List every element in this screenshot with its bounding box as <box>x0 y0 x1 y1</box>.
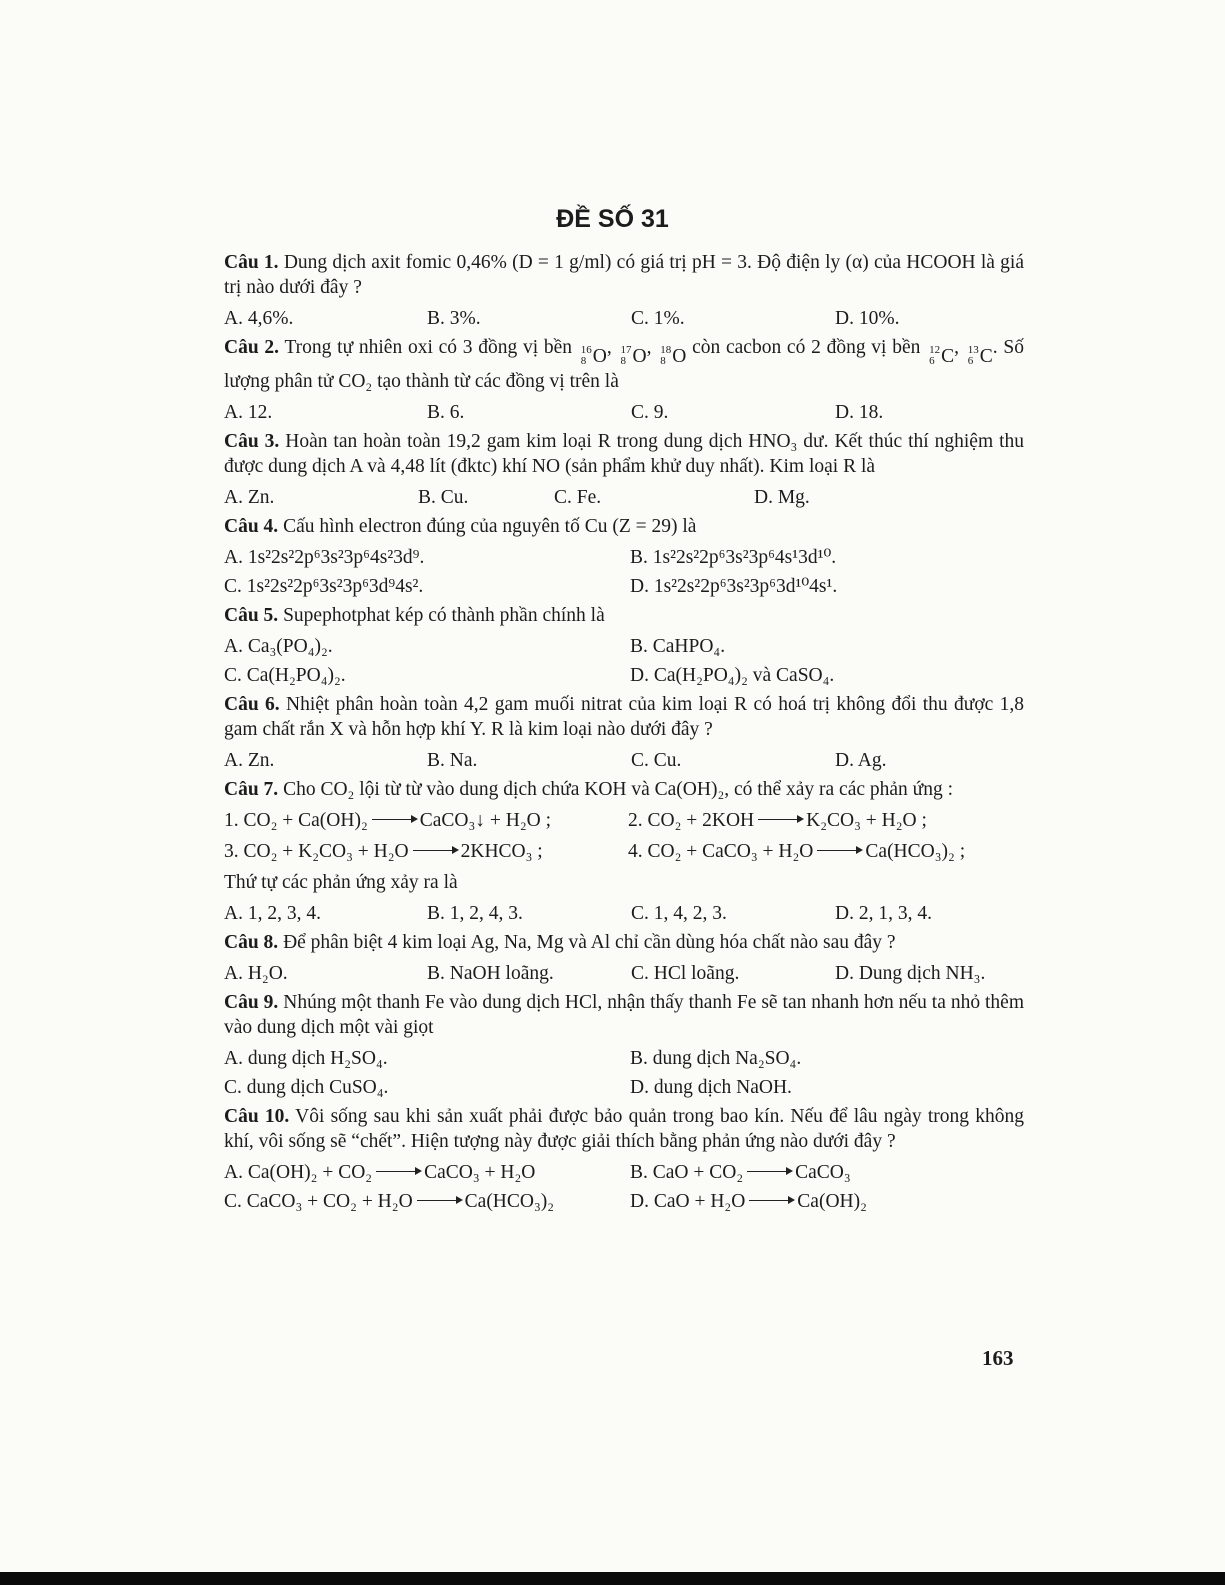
reaction-list <box>224 839 1024 864</box>
option-c[interactable]: C. Ca(H₂PO₄)₂. <box>224 664 346 686</box>
question-text: Nhúng một thanh Fe vào dung dịch HCl, nhận thấy thanh Fe sẽ tan nhanh hơn nếu ta nhỏ thêm vào dung dịch một vài giọt <box>224 991 1025 1038</box>
option-a[interactable]: A. 4,6%. <box>224 308 294 329</box>
options <box>224 961 1024 986</box>
option-d[interactable]: D. dung dịch NaOH. <box>630 1076 792 1098</box>
question-1 <box>224 250 1024 331</box>
option-c[interactable]: C. 9. <box>631 401 669 423</box>
order-text: Thứ tự các phản ứng xảy ra là <box>224 871 458 893</box>
options <box>224 400 1024 425</box>
option-b[interactable]: B. 1s²2s²2p⁶3s²3p⁶4s¹3d¹⁰. <box>630 546 837 568</box>
question-label: Câu 4. <box>224 515 279 537</box>
option-b[interactable]: B. Cu. <box>418 486 469 508</box>
options <box>224 485 1024 510</box>
option-b[interactable]: B. CaHPO₄. <box>630 635 726 657</box>
options <box>224 748 1024 773</box>
scan-border <box>0 1572 1225 1585</box>
isotope-c12: 12 6 C <box>929 344 955 367</box>
option-c[interactable]: C. CaCO₃ + CO₂ + H₂O Ca(HCO₃)₂ <box>224 1190 555 1212</box>
question-6 <box>224 692 1024 773</box>
question-label: Câu 8. <box>224 931 279 953</box>
question-label: Câu 1. <box>224 252 279 273</box>
option-d[interactable]: D. 18. <box>835 401 884 423</box>
option-a[interactable]: A. Zn. <box>224 486 275 508</box>
question-text: Supephotphat kép có thành phần chính là <box>283 604 605 626</box>
option-c[interactable]: C. 1%. <box>631 308 685 329</box>
arrow-icon <box>749 1200 793 1201</box>
option-a[interactable]: A. 1s²2s²2p⁶3s²3p⁶4s²3d⁹. <box>224 546 425 568</box>
question-label: Câu 2. <box>224 337 280 358</box>
question-text: Trong tự nhiên oxi có 3 đồng vị bền <box>284 337 573 358</box>
question-text: Dung dịch axit fomic 0,46% (D = 1 g/ml) có giá trị pH = 3. Độ điện ly (α) của HCOOH là giá trị nào dưới đây ? <box>224 252 1025 298</box>
question-label: Câu 7. <box>224 778 279 800</box>
question-8 <box>224 930 1024 986</box>
question-label: Câu 5. <box>224 604 279 626</box>
question-10 <box>224 1104 1024 1214</box>
reaction-2: 2. CO₂ + 2KOH K₂CO₃ + H₂O ; <box>628 809 927 831</box>
isotope-c13: 13 6 C <box>967 344 993 367</box>
option-a[interactable]: A. 12. <box>224 401 273 423</box>
question-text: Cho CO₂ lội từ từ vào dung dịch chứa KOH và Ca(OH)₂, có thể xảy ra các phản ứng : <box>283 778 954 800</box>
question-7 <box>224 777 1024 926</box>
question-text-cont: còn cacbon có 2 đồng vị bền <box>692 337 921 358</box>
option-d[interactable]: D. 10%. <box>835 308 900 329</box>
question-5 <box>224 603 1024 688</box>
page-number: 163 <box>982 1346 1014 1370</box>
options <box>224 634 1024 688</box>
reaction-list <box>224 808 1024 833</box>
option-b[interactable]: B. 6. <box>427 401 465 423</box>
option-b[interactable]: B. 1, 2, 4, 3. <box>427 902 523 924</box>
arrow-icon <box>417 1200 461 1201</box>
option-b[interactable]: B. CaO + CO₂ CaCO₃ <box>630 1161 851 1183</box>
question-label: Câu 3. <box>224 430 280 452</box>
question-label: Câu 9. <box>224 991 279 1013</box>
option-d[interactable]: D. CaO + H₂O Ca(OH)₂ <box>630 1190 867 1212</box>
option-d[interactable]: D. 2, 1, 3, 4. <box>835 902 932 924</box>
isotope-o17: 17 8 O <box>620 344 647 367</box>
option-c[interactable]: C. dung dịch CuSO₄. <box>224 1076 389 1098</box>
question-2: Câu 2. Trong tự nhiên oxi có 3 đồng vị bền 16 8 O , 17 8 O , 18 8 O còn cacbon có 2 đồng vị bền 12 6 C , 13 6 C . Số lượng phân tử CO₂ tạo thành từ các đồng vị trên là A. 12. B. 6. C. 9. D. 18. <box>224 337 1025 423</box>
arrow-icon <box>413 850 457 851</box>
arrow-icon <box>758 819 802 820</box>
question-text-end: Số lượng phân tử CO₂ tạo thành từ các đồng vị trên là <box>224 337 1025 392</box>
arrow-icon <box>747 1171 791 1172</box>
option-b[interactable]: B. dung dịch Na₂SO₄. <box>630 1047 802 1069</box>
option-c[interactable]: C. HCl loãng. <box>631 962 740 984</box>
option-c[interactable]: C. Cu. <box>631 749 682 771</box>
option-d[interactable]: D. Dung dịch NH₃. <box>835 962 986 984</box>
question-4 <box>224 514 1024 599</box>
option-c[interactable]: C. 1s²2s²2p⁶3s²3p⁶3d⁹4s². <box>224 575 424 597</box>
option-d[interactable]: D. 1s²2s²2p⁶3s²3p⁶3d¹⁰4s¹. <box>630 575 838 597</box>
option-d[interactable]: D. Mg. <box>754 486 810 508</box>
option-c[interactable]: C. Fe. <box>554 486 602 508</box>
option-b[interactable]: B. Na. <box>427 749 478 771</box>
option-a[interactable]: A. H₂O. <box>224 962 288 984</box>
reaction-3: 3. CO₂ + K₂CO₃ + H₂O 2KHCO₃ ; <box>224 840 543 862</box>
isotope-o16: 16 8 O <box>580 344 607 367</box>
question-text: Hoàn tan hoàn toàn 19,2 gam kim loại R trong dung dịch HNO₃ dư. Kết thúc thí nghiệm thu được dung dịch A và 4,48 lít (đktc) khí NO (sản phẩm khử duy nhất). Kim loại R là <box>224 430 1025 477</box>
question-list <box>224 250 1024 1218</box>
option-d[interactable]: D. Ca(H₂PO₄)₂ và CaSO₄. <box>630 664 835 686</box>
option-a[interactable]: A. 1, 2, 3, 4. <box>224 902 321 924</box>
options <box>224 1046 1024 1100</box>
option-a[interactable]: A. Zn. <box>224 749 275 771</box>
question-text: Vôi sống sau khi sản xuất phải được bảo quản trong bao kín. Nếu để lâu ngày trong không khí, vôi sống sẽ “chết”. Hiện tượng này được giải thích bằng phản ứng nào dưới đây ? <box>224 1105 1024 1152</box>
question-label: Câu 6. <box>224 693 280 715</box>
isotope-o18: 18 8 O <box>660 344 687 367</box>
arrow-icon <box>376 1171 420 1172</box>
option-c[interactable]: C. 1, 4, 2, 3. <box>631 902 727 924</box>
question-text: Để phân biệt 4 kim loại Ag, Na, Mg và Al chỉ cần dùng hóa chất nào sau đây ? <box>283 931 896 953</box>
option-b[interactable]: B. NaOH loãng. <box>427 962 554 984</box>
options <box>224 901 1024 926</box>
options <box>224 306 1024 331</box>
option-d[interactable]: D. Ag. <box>835 749 887 771</box>
option-a[interactable]: A. dung dịch H₂SO₄. <box>224 1047 388 1069</box>
question-text: Cấu hình electron đúng của nguyên tố Cu (Z = 29) là <box>283 515 697 537</box>
question-3 <box>224 429 1024 510</box>
option-b[interactable]: B. 3%. <box>427 308 481 329</box>
reaction-1: 1. CO₂ + Ca(OH)₂ CaCO₃↓ + H₂O ; <box>224 809 552 831</box>
question-9 <box>224 990 1024 1100</box>
arrow-icon <box>372 819 416 820</box>
options <box>224 545 1024 599</box>
page-title: ĐỀ SỐ 31 <box>556 205 669 233</box>
question-label: Câu 10. <box>224 1105 290 1127</box>
option-a[interactable]: A. Ca₃(PO₄)₂. <box>224 635 333 657</box>
option-a[interactable]: A. Ca(OH)₂ + CO₂ CaCO₃ + H₂O <box>224 1161 536 1183</box>
reaction-4: 4. CO₂ + CaCO₃ + H₂O Ca(HCO₃)₂ ; <box>628 840 966 862</box>
options <box>224 1160 1024 1214</box>
question-text: Nhiệt phân hoàn toàn 4,2 gam muối nitrat của kim loại R có hoá trị không đổi thu được 1,8 gam chất rắn X và hỗn hợp khí Y. R là kim loại nào dưới đây ? <box>224 693 1025 740</box>
arrow-icon <box>817 850 861 851</box>
